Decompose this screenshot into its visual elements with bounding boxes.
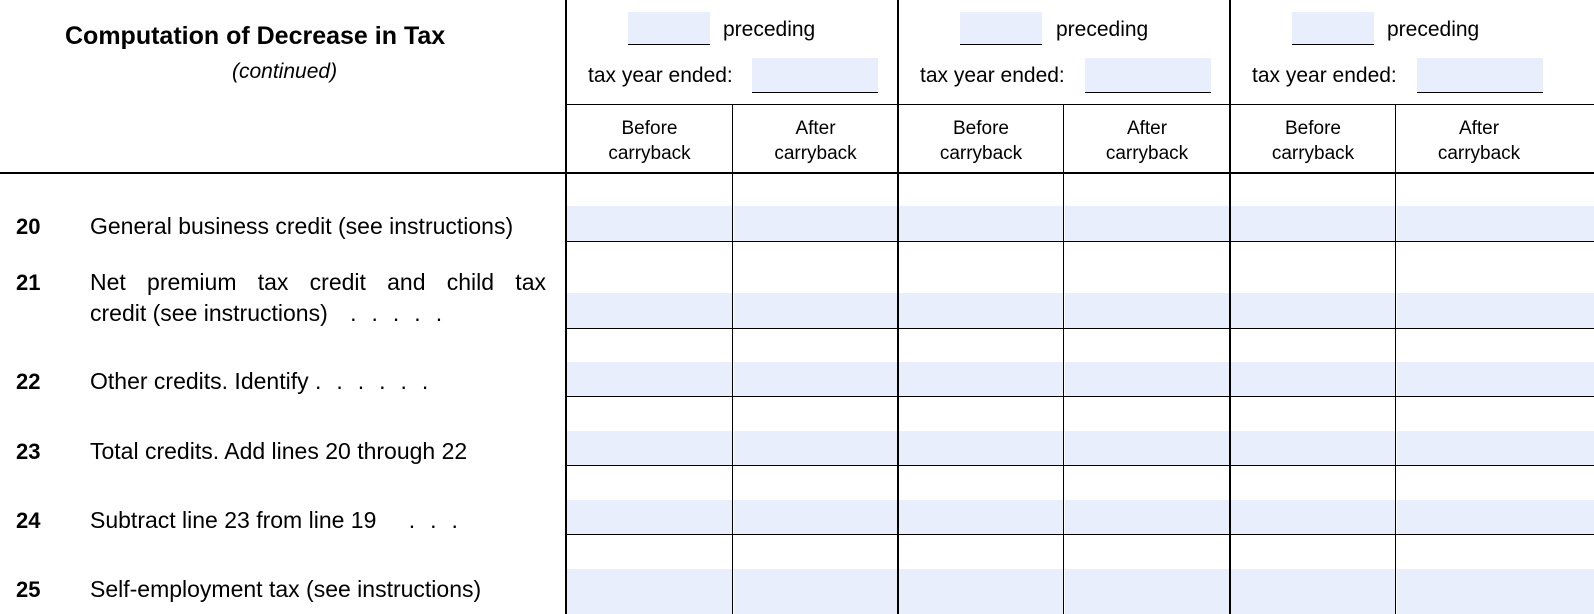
line-22-entry-col-1[interactable] — [567, 362, 732, 396]
tax-year-ended-input-2[interactable] — [1085, 58, 1211, 93]
line-text-24: Subtract line 23 from line 19 ... — [90, 507, 473, 533]
line-23-entry-col-3[interactable] — [899, 431, 1063, 465]
line-number-22: 22 — [16, 369, 41, 394]
line-23-entry-col-1[interactable] — [567, 431, 732, 465]
rule — [565, 104, 1594, 105]
line-24-entry-col-6[interactable] — [1397, 500, 1594, 534]
preceding-label-2: preceding — [1056, 18, 1149, 41]
tax-year-ended-input-1[interactable] — [752, 58, 878, 93]
rule — [565, 0, 567, 614]
line-text-20: General business credit (see instructions) — [90, 213, 514, 239]
preceding-label-1: preceding — [723, 18, 816, 41]
line-24-entry-col-1[interactable] — [567, 500, 732, 534]
line-number-20: 20 — [16, 214, 41, 239]
rule — [1395, 104, 1396, 614]
line-text-23: Total credits. Add lines 20 through 22 — [90, 438, 468, 464]
line-25-entry-col-2[interactable] — [734, 569, 897, 614]
line-22-entry-col-4[interactable] — [1065, 362, 1229, 396]
subcolumn-header-3: Before carryback — [939, 118, 1023, 164]
line-21-entry-col-2[interactable] — [734, 293, 897, 328]
rule — [732, 104, 733, 614]
line-22-entry-col-3[interactable] — [899, 362, 1063, 396]
rule — [565, 396, 1594, 397]
subcolumn-header-2: After carryback — [774, 118, 857, 164]
line-24-entry-col-4[interactable] — [1065, 500, 1229, 534]
tax-year-ended-label-3: tax year ended: — [1252, 64, 1397, 87]
preceding-label-3: preceding — [1387, 18, 1480, 41]
line-20-entry-col-2[interactable] — [734, 206, 897, 241]
line-21-entry-col-4[interactable] — [1065, 293, 1229, 328]
line-23-entry-col-2[interactable] — [734, 431, 897, 465]
line-25-entry-col-1[interactable] — [567, 569, 732, 614]
rule — [1063, 104, 1064, 614]
line-20-entry-col-6[interactable] — [1397, 206, 1594, 241]
line-text-21b: credit (see instructions) ..... — [90, 300, 458, 326]
line-21-entry-col-6[interactable] — [1397, 293, 1594, 328]
line-number-21: 21 — [16, 270, 41, 295]
section-subtitle: (continued) — [232, 60, 338, 83]
subcolumn-header-1: Before carryback — [608, 118, 691, 164]
section-title: Computation of Decrease in Tax — [65, 22, 446, 50]
line-text-22: Other credits. Identify ...... — [90, 368, 444, 394]
rule — [565, 534, 1594, 535]
preceding-year-input-1[interactable] — [628, 12, 710, 45]
line-text-21a: Net premium tax credit and child tax — [90, 269, 546, 295]
preceding-year-input-2[interactable] — [960, 12, 1042, 45]
line-21-entry-col-1[interactable] — [567, 293, 732, 328]
line-20-entry-col-5[interactable] — [1231, 206, 1395, 241]
line-20-entry-col-3[interactable] — [899, 206, 1063, 241]
rule — [565, 465, 1594, 466]
line-20-entry-col-4[interactable] — [1065, 206, 1229, 241]
rule — [565, 241, 1594, 242]
tax-year-ended-label-2: tax year ended: — [920, 64, 1065, 87]
line-20-entry-col-1[interactable] — [567, 206, 732, 241]
line-25-entry-col-6[interactable] — [1397, 569, 1594, 614]
line-25-entry-col-4[interactable] — [1065, 569, 1229, 614]
subcolumn-header-5: Before carryback — [1271, 118, 1355, 164]
preceding-year-input-3[interactable] — [1292, 12, 1374, 45]
line-number-25: 25 — [16, 577, 41, 602]
subcolumn-header-6: After carryback — [1437, 118, 1521, 164]
line-25-entry-col-5[interactable] — [1231, 569, 1395, 614]
line-21-entry-col-5[interactable] — [1231, 293, 1395, 328]
line-24-entry-col-3[interactable] — [899, 500, 1063, 534]
tax-year-ended-label-1: tax year ended: — [588, 64, 733, 87]
line-25-entry-col-3[interactable] — [899, 569, 1063, 614]
rule — [565, 328, 1594, 329]
line-text-25: Self-employment tax (see instructions) — [90, 576, 482, 602]
line-23-entry-col-5[interactable] — [1231, 431, 1395, 465]
line-24-entry-col-2[interactable] — [734, 500, 897, 534]
rule — [0, 172, 1594, 174]
line-23-entry-col-4[interactable] — [1065, 431, 1229, 465]
line-21-entry-col-3[interactable] — [899, 293, 1063, 328]
rule — [1229, 0, 1231, 614]
line-22-entry-col-6[interactable] — [1397, 362, 1594, 396]
line-22-entry-col-5[interactable] — [1231, 362, 1395, 396]
rule — [897, 0, 899, 614]
line-23-entry-col-6[interactable] — [1397, 431, 1594, 465]
line-22-entry-col-2[interactable] — [734, 362, 897, 396]
tax-year-ended-input-3[interactable] — [1417, 58, 1543, 93]
subcolumn-header-4: After carryback — [1105, 118, 1189, 164]
line-number-24: 24 — [16, 508, 41, 533]
line-number-23: 23 — [16, 439, 41, 464]
line-24-entry-col-5[interactable] — [1231, 500, 1395, 534]
